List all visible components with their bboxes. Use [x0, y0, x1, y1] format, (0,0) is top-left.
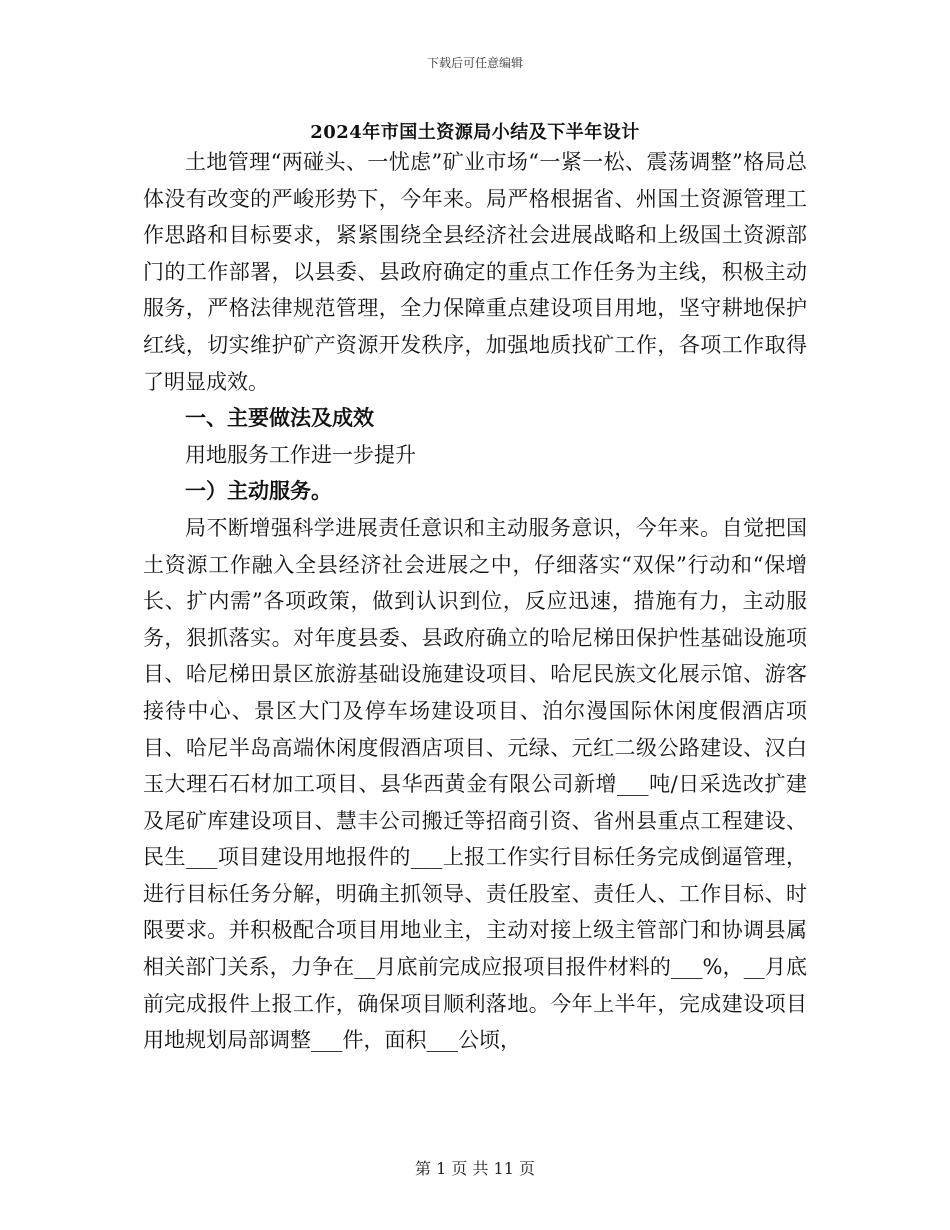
paragraph-intro: 土地管理“两碰头、一忧虑”矿业市场“一紧一松、震荡调整”格局总体没有改变的严峻形势下，今年来。局严格根据省、州国土资源管理工作思路和目标要求，紧紧围绕全县经济社会进展战略和上级国土资源部门的工作部署，以县委、县政府确定的重点工作任务为主线，积极主动服务，严格法律规范管理，全力保障重点建设项目用地，坚守耕地保护红线，切实维护矿产资源开发秩序，加强地质找矿工作，各项工作取得了明显成效。	[143, 150, 807, 394]
page-header-note: 下载后可任意编辑	[426, 56, 523, 70]
subsection-heading-bold: 一）主动服务。	[185, 478, 332, 504]
subsection-heading: 用地服务工作进一步提升	[185, 442, 416, 467]
document-title: 2024年市国土资源局小结及下半年设计	[310, 122, 640, 143]
page-footer-number: 第 1 页 共 11 页	[415, 1159, 535, 1178]
paragraph-service: 局不断增强科学进展责任意识和主动服务意识，今年来。自觉把国土资源工作融入全县经济社会进展之中，仔细落实“双保”行动和“保增长、扩内需”各项政策，做到认识到位，反应迅速，措施有力，主动服务，狠抓落实。对年度县委、县政府确立的哈尼梯田保护性基础设施项目、哈尼梯田景区旅游基础设施建设项目、哈尼民族文化展示馆、游客接待中心、景区大门及停车场建设项目、泊尔漫国际休闲度假酒店项目、哈尼半岛高端休闲度假酒店项目、元绿、元红二级公路建设、汉白玉大理石石材加工项目、县华西黄金有限公司新增___吨/日采选改扩建及尾矿库建设项目、慧丰公司搬迁等招商引资、省州县重点工程建设、民生___项目建设用地报件的___上报工作实行目标任务完成倒逼管理，进行目标任务分解，明确主抓领导、责任股室、责任人、工作目标、时限要求。并积极配合项目用地业主，主动对接上级主管部门和协调县属相关部门关系，力争在__月底前完成应报项目报件材料的___%，__月底前完成报件上报工作，确保项目顺利落地。今年上半年，完成建设项目用地规划局部调整___件，面积___公顷，	[143, 515, 807, 1053]
document-body	[143, 144, 807, 1059]
section-heading-1: 一、主要做法及成效	[185, 405, 374, 431]
